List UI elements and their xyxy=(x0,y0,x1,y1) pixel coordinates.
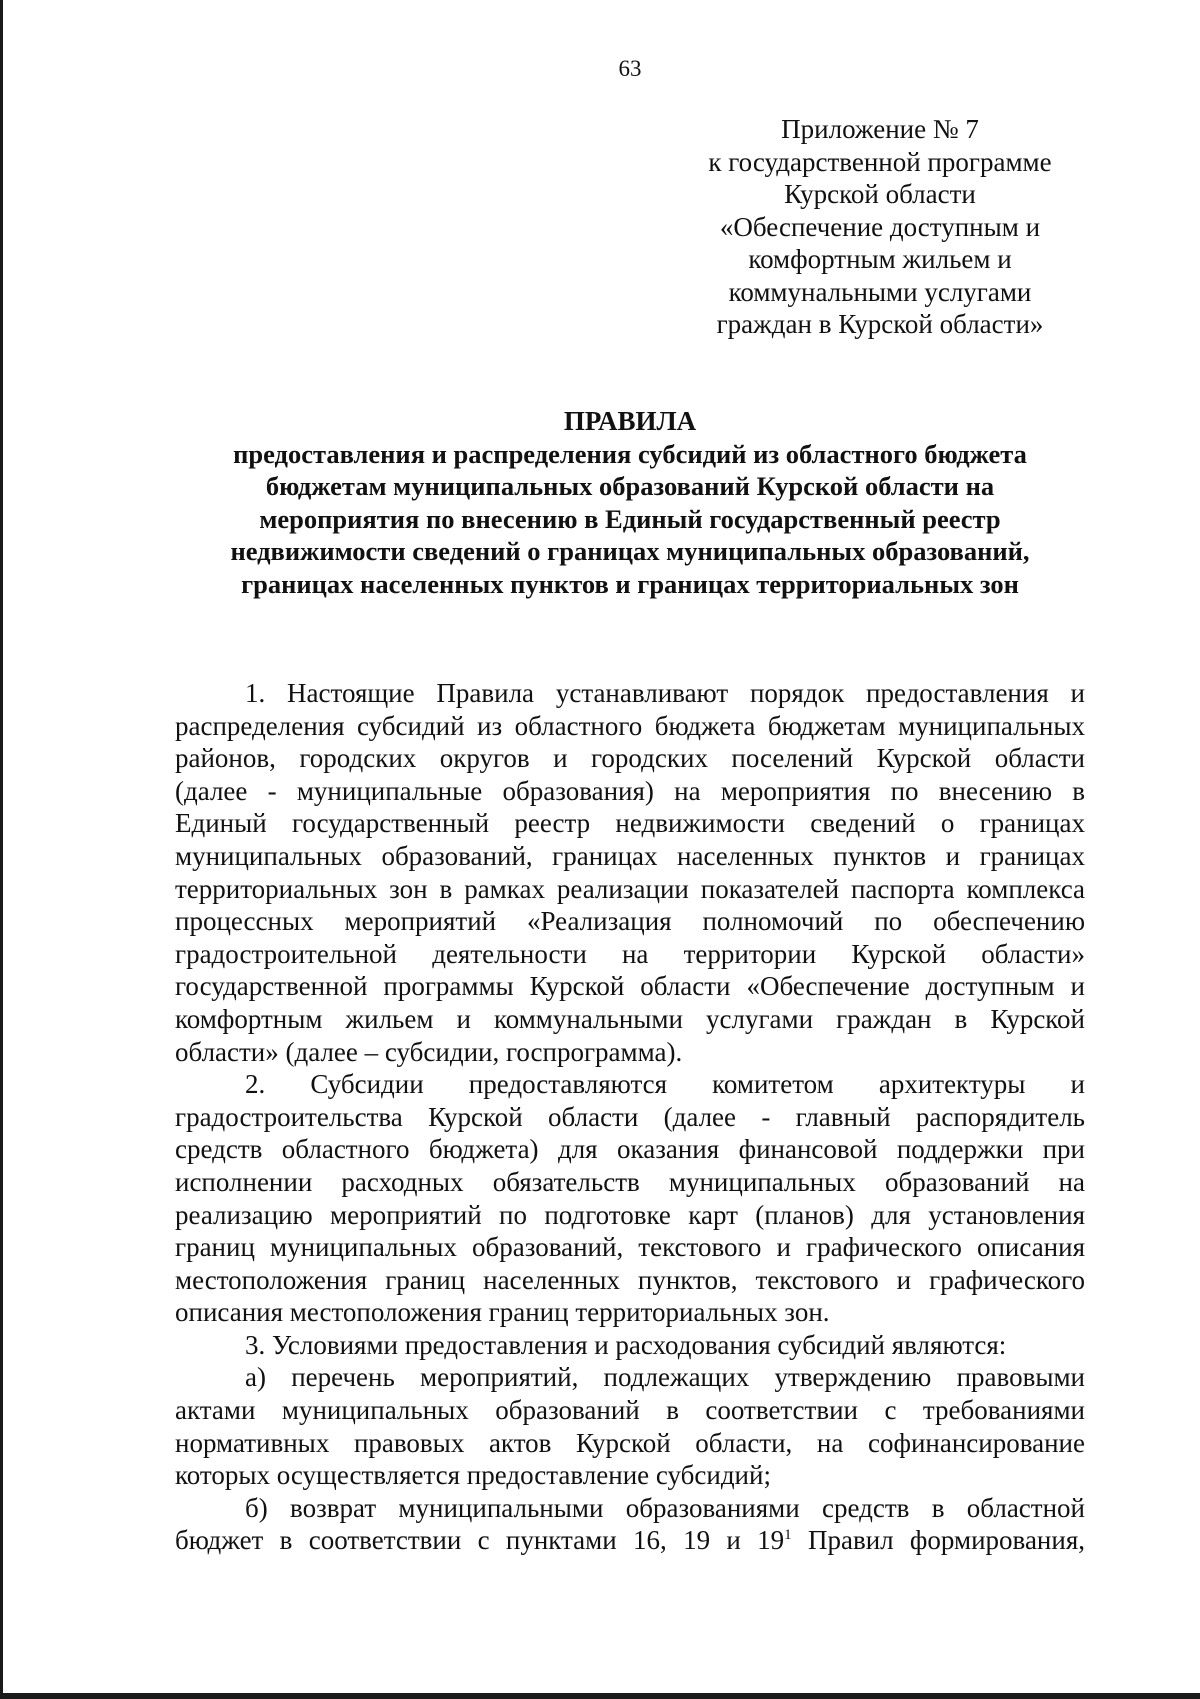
paragraph-1-line: территориальных зон в рамках реализации показателей паспорта комплекса xyxy=(175,873,1085,904)
title-subtitle-line: предоставления и распределения субсидий из областного бюджета xyxy=(233,438,1027,469)
scan-edge-bottom xyxy=(0,1693,1200,1699)
item-a-line: а) перечень мероприятий, подлежащих утверждению правовыми xyxy=(245,1362,1085,1393)
title-subtitle-line: бюджетам муниципальных образований Курской области на xyxy=(265,471,995,501)
appendix-line: Курской области xyxy=(784,179,976,209)
paragraph-3-line: 3. Условиями предоставления и расходования субсидий являются: xyxy=(245,1329,1007,1360)
paragraph-1-line: государственной программы Курской области «Обеспечение доступным и xyxy=(175,971,1085,1002)
paragraph-1-line: процессных мероприятий «Реализация полномочий по обеспечению xyxy=(175,906,1085,937)
paragraph-1-line: 1. Настоящие Правила устанавливают порядок предоставления и xyxy=(245,678,1085,708)
footnote-superscript: 1 xyxy=(784,1527,792,1544)
item-b-line xyxy=(175,1524,1085,1557)
paragraph-1-line: районов, городских округов и городских поселений Курской области xyxy=(175,743,1085,774)
paragraph-1-line: градостроительной деятельности на территории Курской области» xyxy=(175,938,1085,969)
paragraph-1-line: комфортным жильем и коммунальными услугами граждан в Курской xyxy=(175,1003,1085,1034)
paragraph-2-line: реализацию мероприятий по подготовке карт (планов) для установления xyxy=(175,1199,1085,1230)
appendix-line: Приложение № 7 xyxy=(781,114,979,144)
paragraph-2-line: описания местоположения границ территориальных зон. xyxy=(175,1297,830,1328)
appendix-line: к государственной программе xyxy=(708,146,1052,177)
appendix-line: граждан в Курской области» xyxy=(716,309,1044,339)
paragraph-1-line: распределения субсидий из областного бюджета бюджетам муниципальных xyxy=(175,710,1085,741)
item-a-line: которых осуществляется предоставление субсидий; xyxy=(175,1460,771,1491)
item-a-line: нормативных правовых актов Курской области, на софинансирование xyxy=(175,1427,1085,1458)
paragraph-1-line: (далее - муниципальные образования) на мероприятия по внесению в xyxy=(175,775,1085,806)
document-title-block xyxy=(150,405,1110,600)
page-number: 63 xyxy=(618,56,642,81)
title-subtitle-line: мероприятия по внесению в Единый государственный реестр xyxy=(259,503,1001,534)
paragraph-2-line: градостроительства Курской области (далее - главный распорядитель xyxy=(175,1101,1085,1132)
paragraph-1-line: муниципальных образований, границах населенных пунктов и границах xyxy=(175,840,1085,871)
item-a-line: актами муниципальных образований в соответствии с требованиями xyxy=(175,1395,1085,1426)
item-b-line: б) возврат муниципальными образованиями средств в областной xyxy=(245,1492,1085,1523)
scan-edge-left xyxy=(0,0,3,1699)
appendix-line: коммунальными услугами xyxy=(728,276,1032,307)
document-body xyxy=(175,677,1085,1557)
paragraph-2-line: 2. Субсидии предоставляются комитетом архитектуры и xyxy=(245,1069,1085,1100)
paragraph-2-line: исполнении расходных обязательств муниципальных образований на xyxy=(175,1166,1085,1197)
title-subtitle-line: границах населенных пунктов и границах территориальных зон xyxy=(241,568,1019,599)
appendix-line: «Обеспечение доступным и xyxy=(719,211,1041,242)
appendix-line: комфортным жильем и xyxy=(748,244,1012,274)
paragraph-1-line: Единый государственный реестр недвижимости сведений о границах xyxy=(175,808,1085,839)
paragraph-2-line: средств областного бюджета) для оказания финансовой поддержки при xyxy=(175,1134,1085,1165)
item-b-text-post: Правил формирования, xyxy=(791,1525,1085,1556)
appendix-reference xyxy=(680,113,1080,341)
item-b-text-pre: бюджет в соответствии с пунктами 16, 19 и 19 xyxy=(175,1525,785,1556)
paragraph-2-line: границ муниципальных образований, текстового и графического описания xyxy=(175,1232,1085,1263)
paragraph-2-line: местоположения границ населенных пунктов, текстового и графического xyxy=(175,1264,1085,1295)
paragraph-1-line: области» (далее – субсидии, госпрограмма). xyxy=(175,1036,683,1067)
title-subtitle-line: недвижимости сведений о границах муниципальных образований, xyxy=(230,536,1030,566)
document-title: ПРАВИЛА xyxy=(563,406,697,436)
